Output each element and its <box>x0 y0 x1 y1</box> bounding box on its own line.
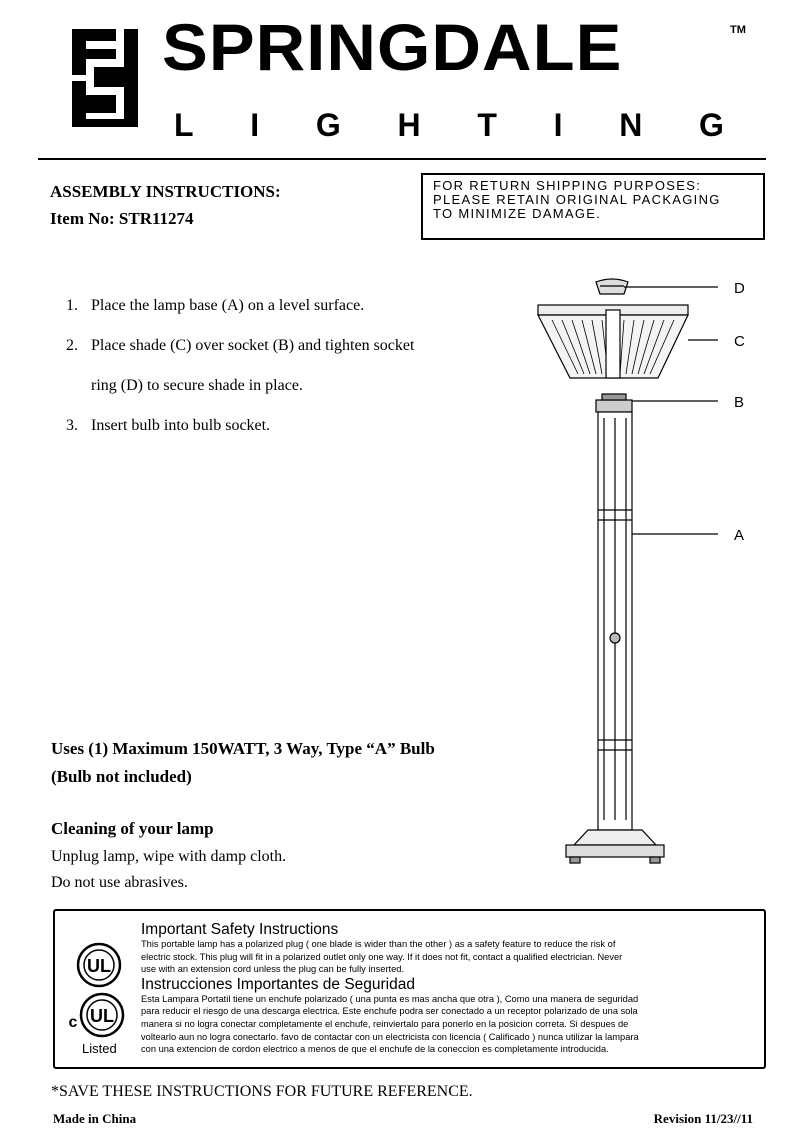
safety-line-en: electric stock. This plug will fit in a polarized outlet only one way. If it does not fit, contact a qualified electrician. Never <box>141 951 623 962</box>
safety-line-es: para reducir el riesgo de una descarga electrica. Este enchufe podra ser conectado a un receptor polarizado de una sola <box>141 1006 638 1017</box>
notice-line: FOR RETURN SHIPPING PURPOSES: <box>433 178 702 193</box>
safety-line-en: use with an extension cord unless the plug can be fully inserted. <box>141 964 405 975</box>
made-in: Made in China <box>53 1111 137 1126</box>
cleaning-line: Unplug lamp, wipe with damp cloth. <box>51 848 287 865</box>
brand-subtitle-letter: I <box>553 107 563 143</box>
ul-listed-label: Listed <box>82 1041 117 1056</box>
step-item <box>66 406 466 446</box>
bulb-spec: Uses (1) Maximum 150WATT, 3 Way, Type “A” Bulb <box>51 739 435 758</box>
step-text: Place shade (C) over socket (B) and tighten socket <box>91 337 415 354</box>
step-item <box>66 326 466 406</box>
label-d: D <box>734 280 745 297</box>
brand-subtitle-letter: G <box>315 107 341 143</box>
label-c: C <box>734 333 745 350</box>
header-divider <box>38 158 766 160</box>
assembly-steps <box>66 286 466 446</box>
step-number: 1. <box>66 297 78 314</box>
brand-subtitle-letter: H <box>397 107 421 143</box>
brand-subtitle-letter: G <box>699 107 724 143</box>
cleaning-title: Cleaning of your lamp <box>51 819 214 838</box>
bulb-note: (Bulb not included) <box>51 767 192 786</box>
cleaning-line: Do not use abrasives. <box>51 874 188 891</box>
safety-title-en: Important Safety Instructions <box>141 921 339 938</box>
ul-mark-text: UL <box>87 956 111 976</box>
brand-subtitle-letter: L <box>174 107 194 143</box>
notice-line: PLEASE RETAIN ORIGINAL PACKAGING <box>433 192 721 207</box>
label-b: B <box>734 394 745 411</box>
bulb-requirements <box>51 735 435 791</box>
ul-mark-text: UL <box>90 1006 114 1026</box>
cleaning-instructions <box>51 844 286 896</box>
step-text: ring (D) to secure shade in place. <box>91 377 303 394</box>
step-number: 3. <box>66 417 78 434</box>
trademark-mark: TM <box>730 24 746 36</box>
safety-title-es: Instrucciones Importantes de Seguridad <box>141 975 415 993</box>
revision-date: Revision 11/23//11 <box>653 1111 753 1126</box>
step-text: Insert bulb into bulb socket. <box>91 417 271 434</box>
brand-name: SPRINGDALE <box>162 10 623 84</box>
safety-line-en: This portable lamp has a polarized plug ( one blade is wider than the other ) as a safety feature to reduce the risk of <box>141 939 616 949</box>
shipping-notice <box>421 173 765 240</box>
item-number: Item No: STR11274 <box>50 209 194 228</box>
brand-subtitle-letter: N <box>619 107 643 143</box>
brand-subtitle-letter: I <box>250 107 260 143</box>
safety-line-es: manera si no logra conectar completamente el enchufe, reinviertalo para ponerlo en la posicion correta. Si despues de <box>141 1018 629 1029</box>
lamp-diagram <box>520 270 790 880</box>
page-title: ASSEMBLY INSTRUCTIONS: <box>50 182 281 201</box>
document-heading <box>50 178 281 232</box>
safety-line-es: con una extencion de cordon electrico a menos de que el enchufe de la coneccion es completamente introducida. <box>141 1044 609 1055</box>
brand-subtitle <box>174 109 724 141</box>
step-number: 2. <box>66 337 78 354</box>
save-instructions: *SAVE THESE INSTRUCTIONS FOR FUTURE REFERENCE. <box>51 1083 473 1100</box>
brand-subtitle-letter: T <box>477 107 497 143</box>
springdale-logo-icon <box>72 29 138 127</box>
ul-c-mark: c <box>68 1014 78 1031</box>
safety-box <box>53 909 766 1069</box>
notice-line: TO MINIMIZE DAMAGE. <box>433 206 602 221</box>
label-a: A <box>734 527 745 544</box>
step-text: Place the lamp base (A) on a level surface. <box>91 297 365 314</box>
safety-line-es: Esta Lampara Portatil tiene un enchufe polarizado ( una punta es mas ancha que otra ), Como una manera de seguridad <box>141 993 639 1004</box>
safety-line-es: voltearlo aun no logra conectarlo. favo de contactar con un electricista con licencia ( Calificado ) nunca utilizar la lampara <box>141 1031 639 1042</box>
step-item <box>66 286 466 326</box>
safety-text <box>141 921 761 1056</box>
